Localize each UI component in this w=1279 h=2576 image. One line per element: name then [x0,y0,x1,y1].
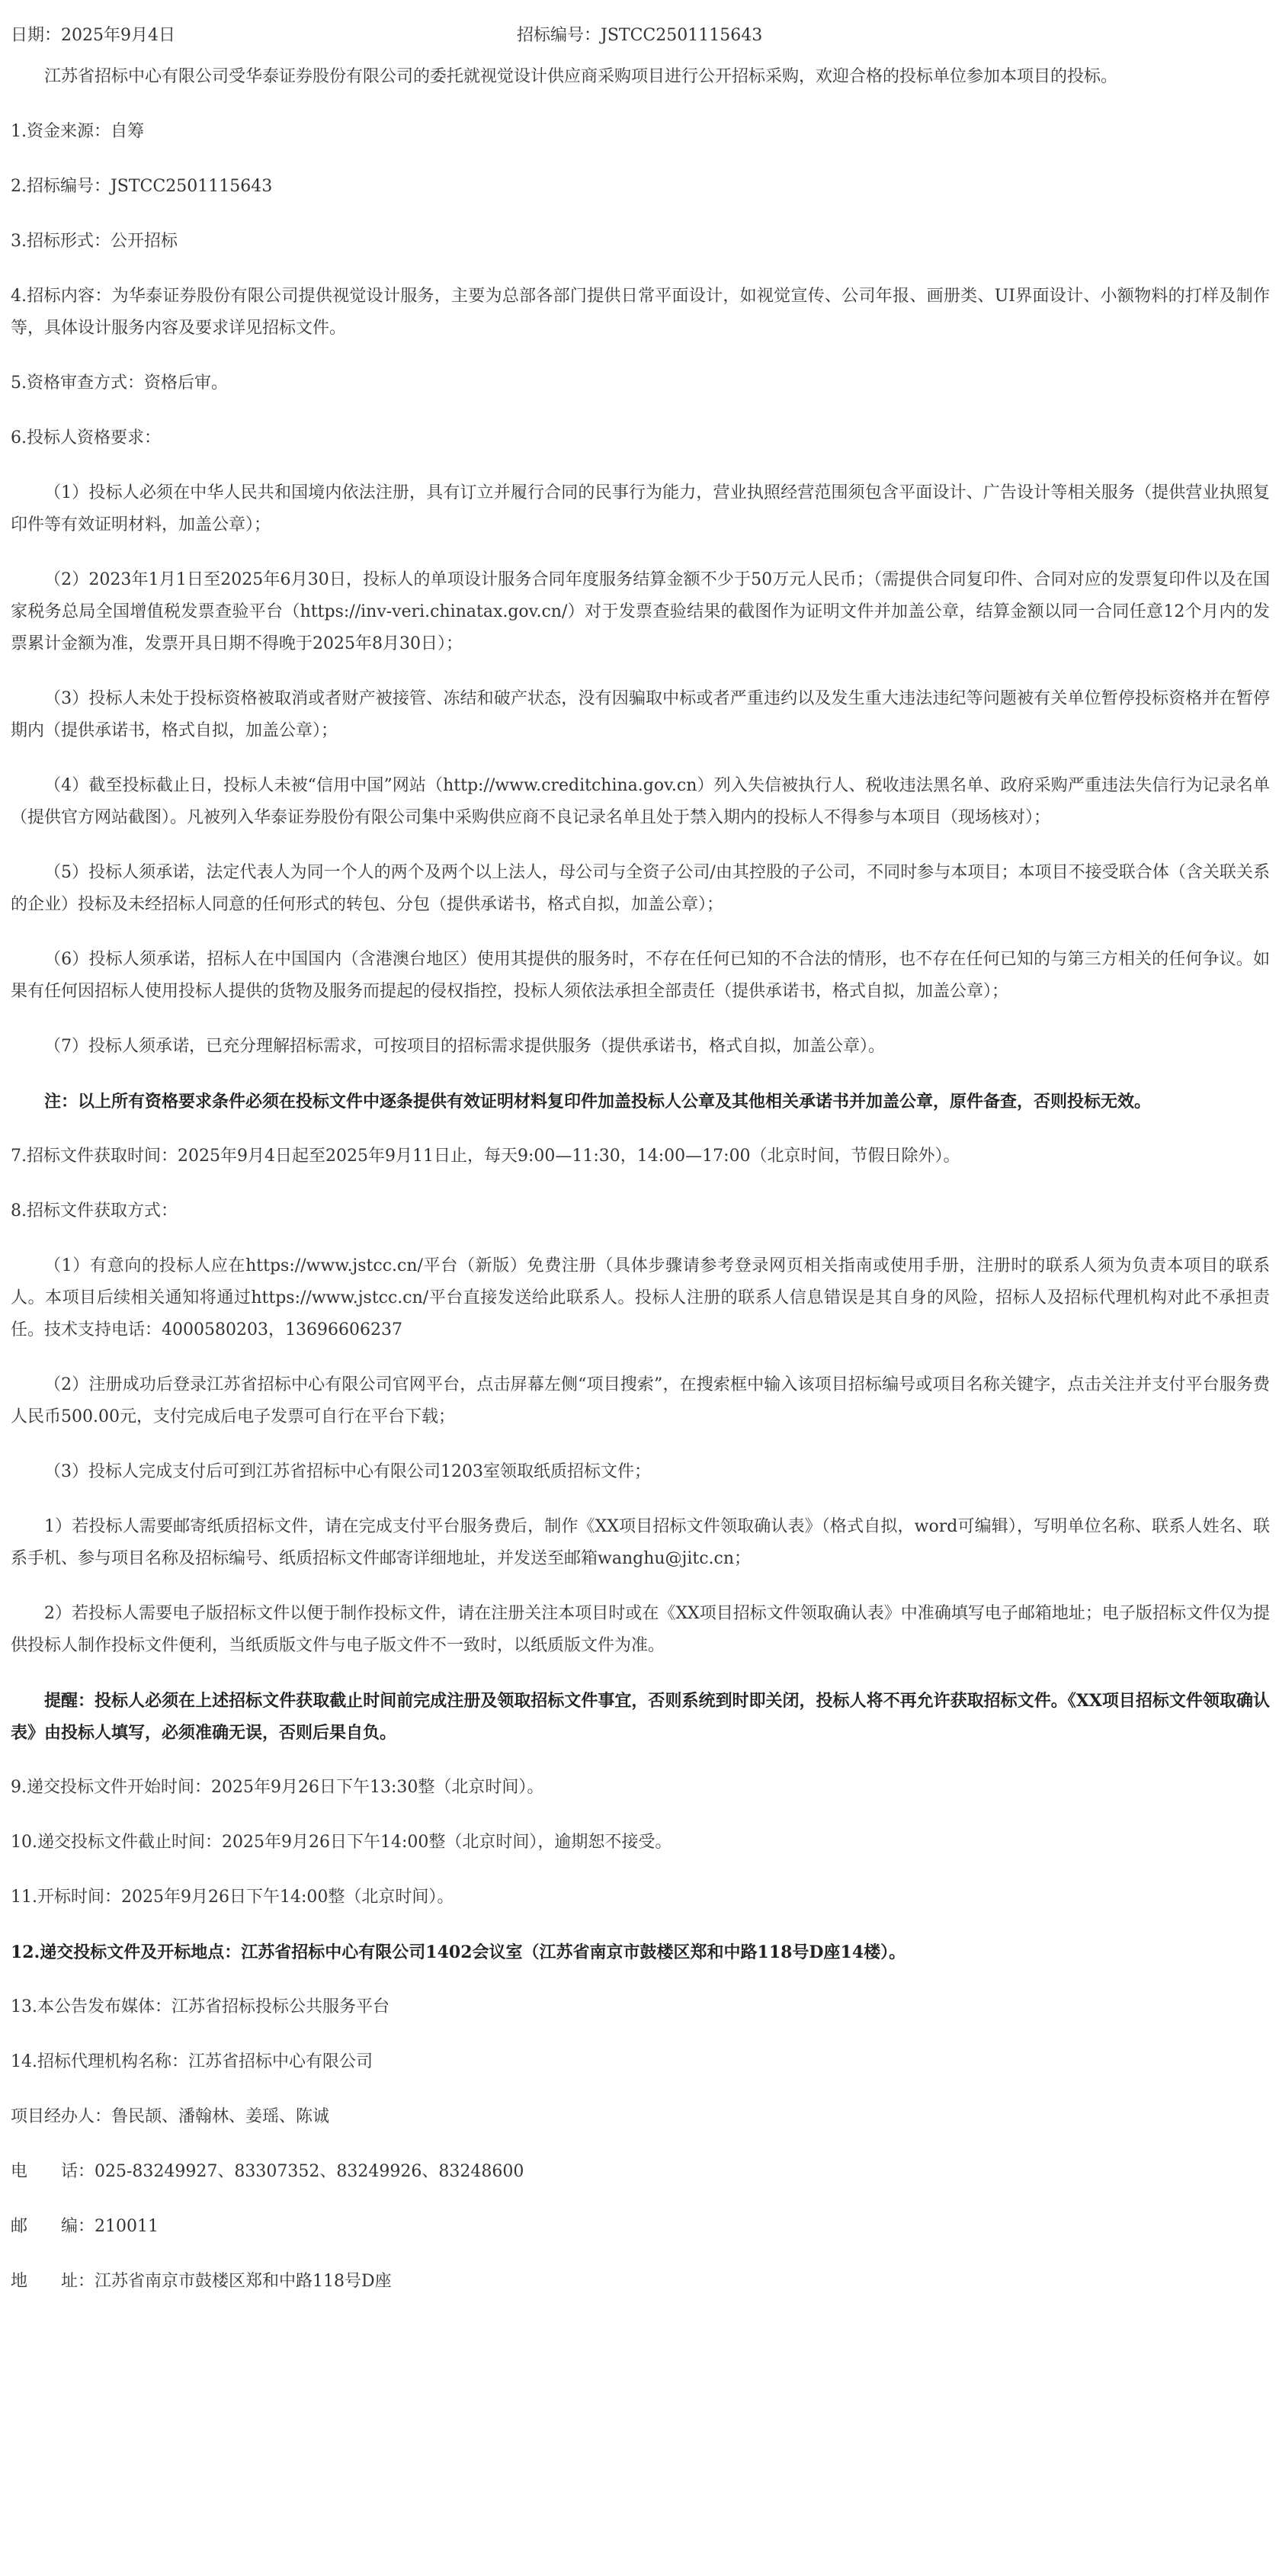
contact-phone: 电 话：025-83249927、83307352、83249926、83248600 [11,2162,524,2181]
item-funding-source: 1.资金来源：自筹 [11,122,144,141]
project-managers: 项目经办人：鲁民颉、潘翰林、姜瑶、陈诚 [11,2107,330,2126]
item-tender-number: 2.招标编号：JSTCC2501115643 [11,177,273,196]
method-3: （3）投标人完成支付后可到江苏省招标中心有限公司1203室领取纸质招标文件； [44,1462,651,1481]
method-2: （2）注册成功后登录江苏省招标中心有限公司官网平台，点击屏幕左侧“项目搜索”，在搜索框中输入该项目招标编号或项目名称关键字，点击关注并支付平台服务费人民币500.00元，支付完成后电子发票可自行在平台下载； [11,1375,1270,1426]
item-tender-content: 4.招标内容：为华泰证券股份有限公司提供视觉设计服务，主要为总部各部门提供日常平面设计，如视觉宣传、公司年报、画册类、UI界面设计、小额物料的打样及制作等，具体设计服务内容及要求详见招标文件。 [11,287,1270,338]
qualification-5: （5）投标人须承诺，法定代表人为同一个人的两个及两个以上法人，母公司与全资子公司/由其控股的子公司，不同时参与本项目；本项目不接受联合体（含关联关系的企业）投标及未经招标人同意的任何形式的转包、分包（提供承诺书，格式自拟，加盖公章）； [11,863,1270,914]
qualification-1: （1）投标人必须在中华人民共和国境内依法注册，具有订立并履行合同的民事行为能力，营业执照经营范围须包含平面设计、广告设计等相关服务（提供营业执照复印件等有效证明材料，加盖公章）； [11,483,1270,534]
item-tender-form: 3.招标形式：公开招标 [11,232,178,251]
item-submission-start: 9.递交投标文件开始时间：2025年9月26日下午13:30整（北京时间）。 [11,1778,544,1797]
item-opening-location: 12.递交投标文件及开标地点：江苏省招标中心有限公司1402会议室（江苏省南京市鼓楼区郑和中路118号D座14楼）。 [11,1942,906,1962]
item-submission-deadline: 10.递交投标文件截止时间：2025年9月26日下午14:00整（北京时间），逾期恕不接受。 [11,1833,672,1852]
item-qualification-heading: 6.投标人资格要求： [11,428,161,448]
qualification-7: （7）投标人须承诺，已充分理解招标需求，可按项目的招标需求提供服务（提供承诺书，格式自拟，加盖公章）。 [44,1037,886,1056]
item-opening-time: 11.开标时间：2025年9月26日下午14:00整（北京时间）。 [11,1888,454,1907]
contact-address: 地 址：江苏省南京市鼓楼区郑和中路118号D座 [11,2272,392,2291]
intro-paragraph: 江苏省招标中心有限公司受华泰证券股份有限公司的委托就视觉设计供应商采购项目进行公开招标采购，欢迎合格的投标单位参加本项目的投标。 [44,67,1118,86]
qualification-6: （6）投标人须承诺，招标人在中国国内（含港澳台地区）使用其提供的服务时，不存在任何已知的不合法的情形，也不存在任何已知的与第三方相关的任何争议。如果有任何因招标人使用投标人提供的货物及服务而提起的侵权指控，投标人须依法承担全部责任（提供承诺书，格式自拟，加盖公章）； [11,950,1270,1001]
method-1: （1）有意向的投标人应在https://www.jstcc.cn/平台（新版）免费注册（具体步骤请参考登录网页相关指南或使用手册，注册时的联系人须为负责本项目的联系人。本项目后续相关通知将通过https://www.jstcc.cn/平台直接发送给此联系人。投标人注册的联系人信息错误是其自身的风险，招标人及招标代理机构对此不承担责任。技术支持电话：4000580203，13696606237 [11,1256,1270,1339]
qualification-3: （3）投标人未处于投标资格被取消或者财产被接管、冻结和破产状态，没有因骗取中标或者严重违约以及发生重大违法违纪等问题被有关单位暂停投标资格并在暂停期内（提供承诺书，格式自拟，加盖公章）； [11,689,1270,740]
tender-number: 招标编号：JSTCC2501115643 [517,26,763,45]
item-qualification-review: 5.资格审查方式：资格后审。 [11,374,228,393]
item-agency-name: 14.招标代理机构名称：江苏省招标中心有限公司 [11,2052,373,2071]
qualification-4: （4）截至投标截止日，投标人未被“信用中国”网站（http://www.creditchina.gov.cn）列入失信被执行人、税收违法黑名单、政府采购严重违法失信行为记录名单（提供官方网站截图）。凡被列入华泰证券股份有限公司集中采购供应商不良记录名单且处于禁入期内的投标人不得参与本项目（现场核对）； [11,776,1270,827]
qualification-2: （2）2023年1月1日至2025年6月30日，投标人的单项设计服务合同年度服务结算金额不少于50万元人民币；（需提供合同复印件、合同对应的发票复印件以及在国家税务总局全国增值税发票查验平台（https://inv-veri.chinatax.gov.cn/）对于发票查验结果的截图作为证明文件并加盖公章，结算金额以同一合同任意12个月内的发票累计金额为准，发票开具日期不得晚于2025年8月30日）； [11,570,1270,653]
qualification-note: 注：以上所有资格要求条件必须在投标文件中逐条提供有效证明材料复印件加盖投标人公章及其他相关承诺书并加盖公章，原件备查，否则投标无效。 [44,1092,1152,1112]
announcement-date: 日期：2025年9月4日 [11,26,175,45]
method-3-sub-1: 1）若投标人需要邮寄纸质招标文件，请在完成支付平台服务费后，制作《XX项目招标文件领取确认表》（格式自拟，word可编辑），写明单位名称、联系人姓名、联系手机、参与项目名称及招标编号、纸质招标文件邮寄详细地址，并发送至邮箱wanghu@jitc.cn； [11,1517,1270,1568]
item-document-time: 7.招标文件获取时间：2025年9月4日起至2025年9月11日止，每天9:00—11:30，14:00—17:00（北京时间，节假日除外）。 [11,1147,960,1166]
announcement-header [11,14,1270,61]
method-3-sub-2: 2）若投标人需要电子版招标文件以便于制作投标文件，请在注册关注本项目时或在《XX项目招标文件领取确认表》中准确填写电子邮箱地址；电子版招标文件仅为提供投标人制作投标文件便利，当纸质版文件与电子版文件不一致时，以纸质版文件为准。 [11,1604,1270,1655]
postal-code: 邮 编：210011 [11,2217,159,2236]
item-publication-media: 13.本公告发布媒体：江苏省招标投标公共服务平台 [11,1997,389,2016]
item-document-method-heading: 8.招标文件获取方式： [11,1201,178,1221]
reminder-paragraph: 提醒：投标人必须在上述招标文件获取截止时间前完成注册及领取招标文件事宜，否则系统到时即关闭，投标人将不再允许获取招标文件。《XX项目招标文件领取确认表》由投标人填写，必须准确无误，否则后果自负。 [11,1691,1270,1743]
